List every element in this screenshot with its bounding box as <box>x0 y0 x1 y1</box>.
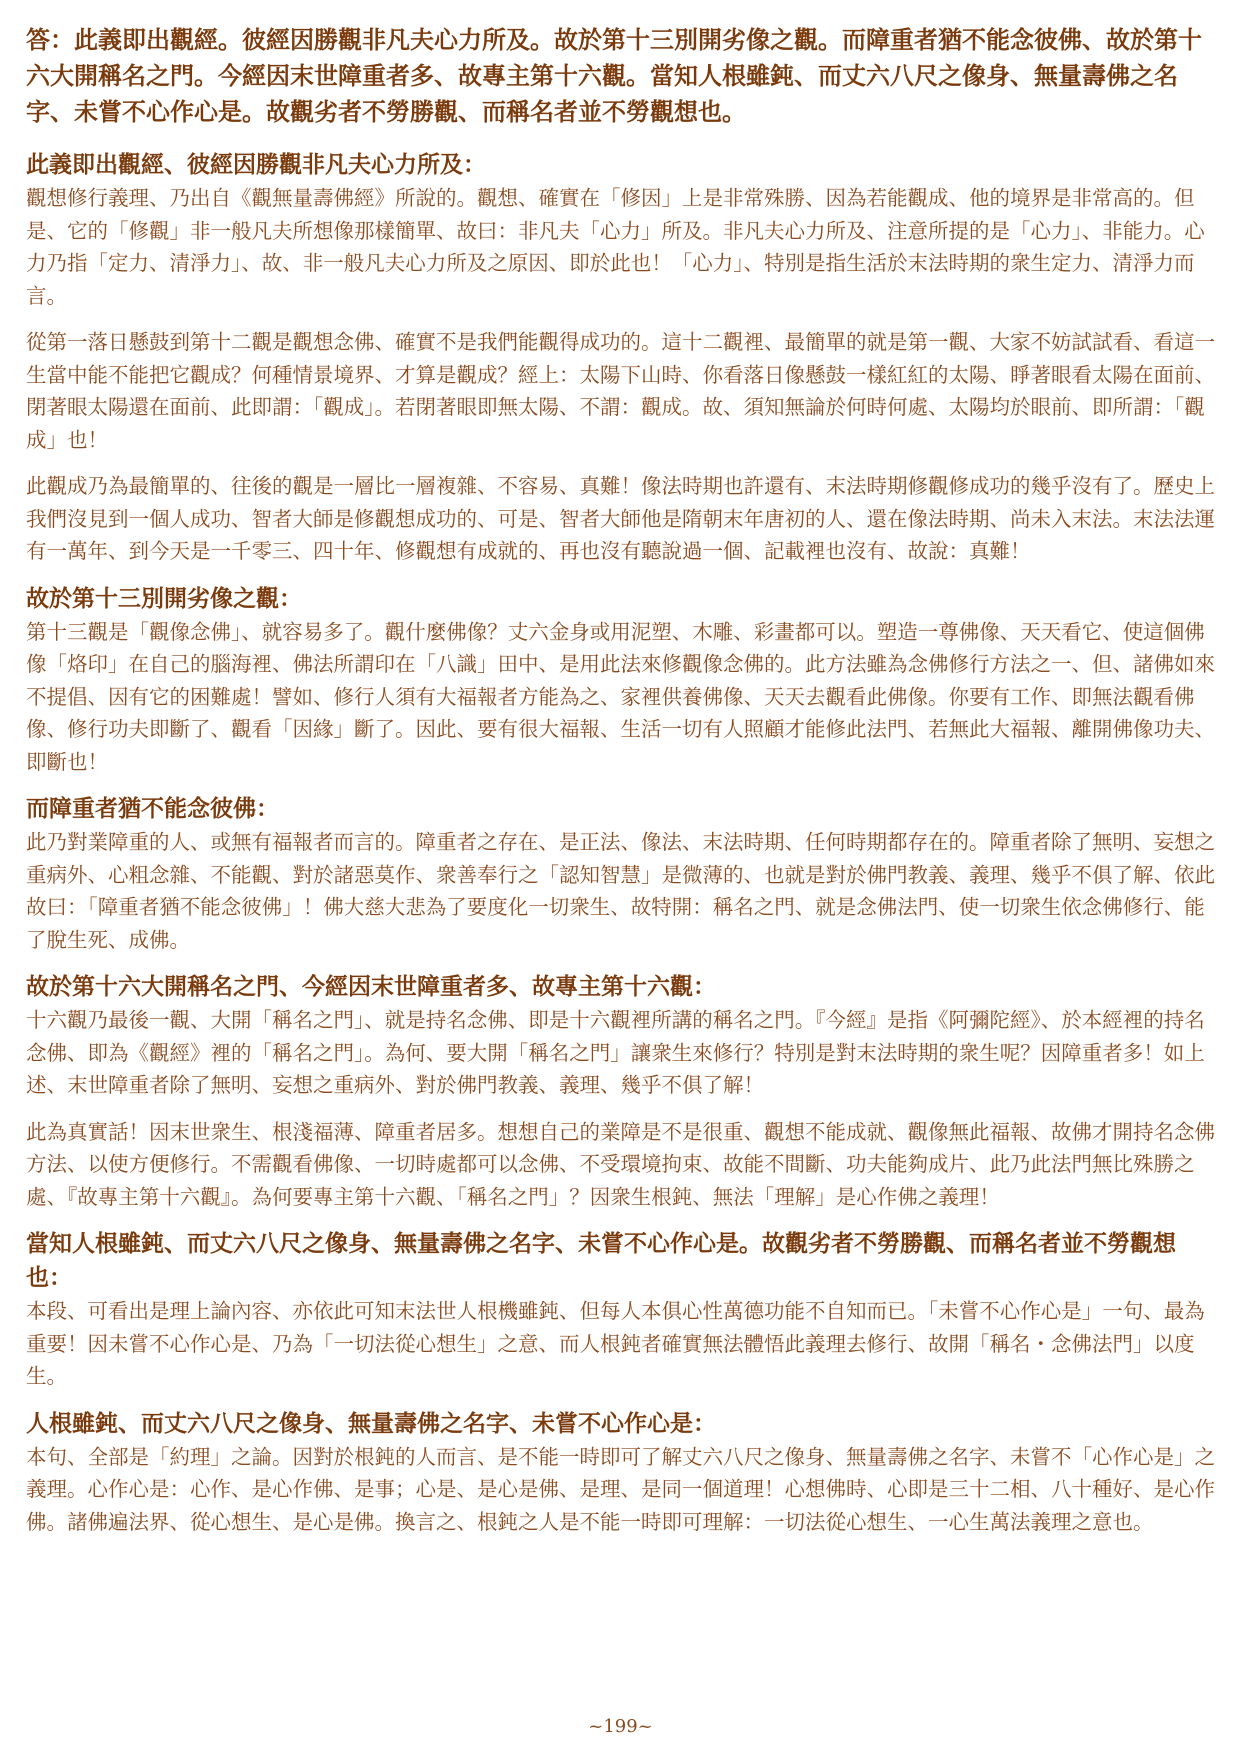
paragraph: 此為真實話！因末世衆生、根淺福薄、障重者居多。想想自己的業障是不是很重、觀想不能成就、觀像無此福報、故佛才開持名念佛方法、以使方便修行。不需觀看佛像、一切時處都可以念佛、不受環境拘束、故能不間斷、功夫能夠成片、此乃此法門無比殊勝之處、『故專主第十六觀』。為何要專主第十六觀、「稱名之門」？因衆生根鈍、無法「理解」是心作佛之義理！ <box>26 1119 1215 1209</box>
section-2 <box>26 582 1218 779</box>
paragraph: 觀想修行義理、乃出自《觀無量壽佛經》所說的。觀想、確實在「修因」上是非常殊勝、因為若能觀成、他的境界是非常高的。但是、它的「修觀」非一般凡夫所想像那樣簡單、故曰：非凡夫「心力」所及。非凡夫心力所及、注意所提的是「心力」、非能力。心力乃指「定力、清淨力」、故、非一般凡夫心力所及之原因、即於此也！「心力」、特別是指生活於末法時期的衆生定力、清淨力而言。 <box>26 186 1205 308</box>
section-heading: 故於第十六大開稱名之門、今經因末世障重者多、故專主第十六觀： <box>26 973 716 1000</box>
paragraph: 第十三觀是「觀像念佛」、就容易多了。觀什麼佛像？丈六金身或用泥塑、木雕、彩畫都可以。塑造一尊佛像、天天看它、使這個佛像「烙印」在自己的腦海裡、佛法所謂印在「八識」田中、是用此法來修觀像念佛的。此方法雖為念佛修行方法之一、但、諸佛如來不提倡、因有它的困難處！譬如、修行人須有大福報者方能為之、家裡供養佛像、天天去觀看此佛像。你要有工作、即無法觀看佛像、修行功夫即斷了、觀看「因緣」斷了。因此、要有很大福報、生活一切有人照顧才能修此法門、若無此大福報、離開佛像功夫、即斷也！ <box>26 619 1215 774</box>
section-heading: 當知人根雖鈍、而丈六八尺之像身、無量壽佛之名字、未嘗不心作心是。故觀劣者不勞勝觀、而稱名者並不勞觀想也： <box>26 1230 1176 1291</box>
paragraph: 本段、可看出是理上論內容、亦依此可知末法世人根機雖鈍、但每人本俱心性萬德功能不自知而已。「未嘗不心作心是」一句、最為重要！因未嘗不心作心是、乃為「一切法從心想生」之意、而人根鈍者確實無法體悟此義理去修行、故開「稱名・念佛法門」以度生。 <box>26 1299 1205 1388</box>
section-6 <box>26 1407 1218 1539</box>
section-heading: 故於第十三別開劣像之觀： <box>26 584 302 612</box>
paragraph: 十六觀乃最後一觀、大開「稱名之門」、就是持名念佛、即是十六觀裡所講的稱名之門。『今經』是指《阿彌陀經》、於本經裡的持名念佛、即為《觀經》裡的「稱名之門」。為何、要大開「稱名之門」讓衆生來修行？特別是對末法時期的衆生呢？因障重者多！如上述、末世障重者除了無明、妄想之重病外、對於佛門教義、義理、幾乎不俱了解！ <box>26 1008 1205 1097</box>
section-3 <box>26 792 1218 956</box>
section-1 <box>26 148 1218 568</box>
document-page <box>26 22 1218 1552</box>
paragraph: 此觀成乃為最簡單的、往後的觀是一層比一層複雜、不容易、真難！像法時期也許還有、末法時期修觀修成功的幾乎沒有了。歷史上我們沒見到一個人成功、智者大師是修觀想成功的、可是、智者大師他是隋朝末年唐初的人、還在像法時期、尚未入末法。末法法運有一萬年、到今天是一千零三、四十年、修觀想有成就的、再也沒有聽說過一個、記載裡也沒有、故說：真難！ <box>26 474 1215 563</box>
section-heading: 人根雖鈍、而丈六八尺之像身、無量壽佛之名字、未嘗不心作心是： <box>26 1409 716 1437</box>
section-4 <box>26 970 1218 1213</box>
page-number: ~199~ <box>588 1716 653 1737</box>
paragraph: 本句、全部是「約理」之論。因對於根鈍的人而言、是不能一時即可了解丈六八尺之像身、無量壽佛之名字、未嘗不「心作心是」之義理。心作心是：心作、是心作佛、是事；心是、是心是佛、是理、是同一個道理！心想佛時、心即是三十二相、八十種好、是心作佛。諸佛遍法界、從心想生、是心是佛。換言之、根鈍之人是不能一時即可理解：一切法從心想生、一心生萬法義理之意也。 <box>26 1444 1215 1534</box>
section-5 <box>26 1227 1218 1393</box>
paragraph: 從第一落日懸鼓到第十二觀是觀想念佛、確實不是我們能觀得成功的。這十二觀裡、最簡單的就是第一觀、大家不妨試試看、看這一生當中能不能把它觀成？何種情景境界、才算是觀成？經上：太陽下山時、你看落日像懸鼓一樣紅紅的太陽、睜著眼看太陽在面前、閉著眼太陽還在面前、此即謂：「觀成」。若閉著眼即無太陽、不謂：觀成。故、須知無論於何時何處、太陽均於眼前、即所謂：「觀成」也！ <box>26 330 1215 452</box>
section-heading: 此義即出觀經、彼經因勝觀非凡夫心力所及： <box>26 151 486 178</box>
paragraph: 此乃對業障重的人、或無有福報者而言的。障重者之存在、是正法、像法、末法時期、任何時期都存在的。障重者除了無明、妄想之重病外、心粗念雜、不能觀、對於諸惡莫作、衆善奉行之「認知智慧」是微薄的、也就是對於佛門教義、義理、幾乎不俱了解、依此故曰：「障重者猶不能念彼佛」！佛大慈大悲為了要度化一切衆生、故特開：稱名之門、就是念佛法門、使一切衆生依念佛修行、能了脫生死、成佛。 <box>26 830 1215 952</box>
section-heading: 而障重者猶不能念彼佛： <box>26 795 279 822</box>
answer-text: 答：此義即出觀經。彼經因勝觀非凡夫心力所及。故於第十三別開劣像之觀。而障重者猶不能念彼佛、故於第十六大開稱名之門。今經因末世障重者多、故專主第十六觀。當知人根雖鈍、而丈六八尺之像身、無量壽佛之名字、未嘗不心作心是。故觀劣者不勞勝觀、而稱名者並不勞觀想也。 <box>26 25 1202 126</box>
